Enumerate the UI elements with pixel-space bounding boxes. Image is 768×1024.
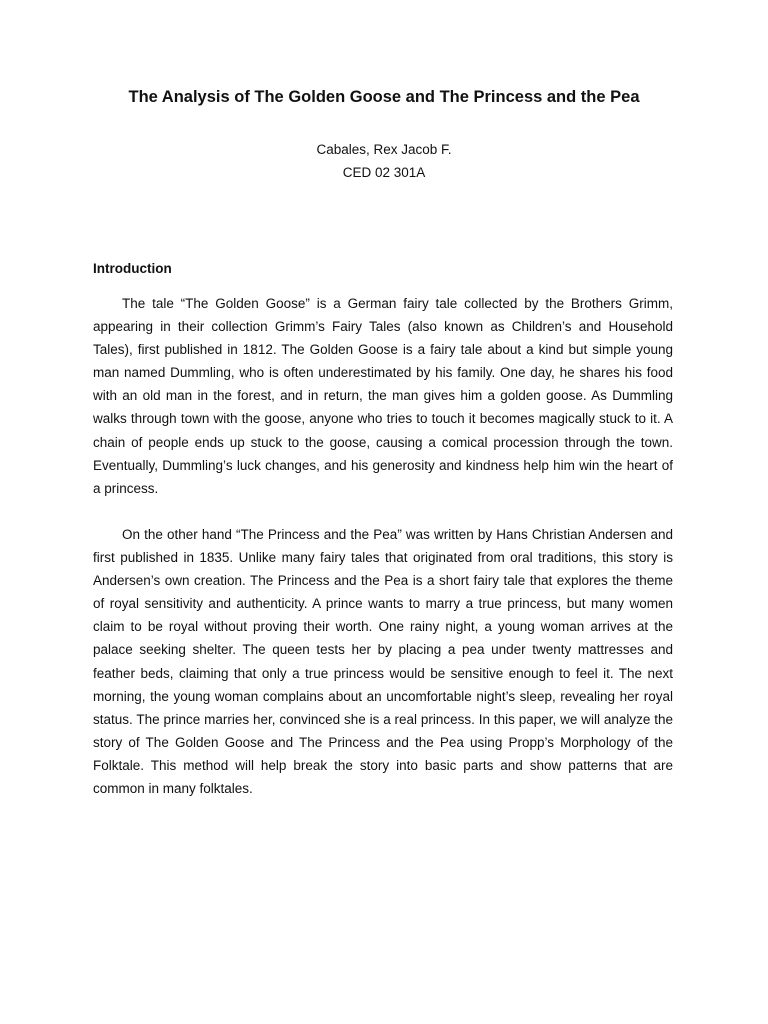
paragraph-princess-and-pea: On the other hand “The Princess and the Pea” was written by Hans Christian Andersen and first published in 1835. Unlike many fairy tales that originated from oral traditions, this story is Andersen’s own creation. The Princess and the Pea is a short fairy tale that explores the theme of royal sensitivity and authenticity. A prince wants to marry a true princess, but many women claim to be royal without proving their worth. One rainy night, a young woman arrives at the palace seeking shelter. The queen tests her by placing a pea under twenty mattresses and feather beds, claiming that only a true princess would be sensitive enough to feel it. The next morning, the young woman complains about an uncomfortable night’s sleep, revealing her royal status. The prince marries her, convinced she is a real princess. In this paper, we will analyze the story of The Golden Goose and The Princess and the Pea using Propp’s Morphology of the Folktale. This method will help break the story into basic parts and show patterns that are common in many folktales. [93, 527, 673, 797]
author-section: CED 02 301A [342, 165, 426, 180]
author-block [0, 138, 768, 184]
author-name: Cabales, Rex Jacob F. [316, 142, 452, 157]
paragraph-golden-goose: The tale “The Golden Goose” is a German fairy tale collected by the Brothers Grimm, appearing in their collection Grimm’s Fairy Tales (also known as Children’s and Household Tales), first published in 1812. The Golden Goose is a fairy tale about a kind but simple young man named Dummling, who is often underestimated by his family. One day, he shares his food with an old man in the forest, and in return, the man gives him a golden goose. As Dummling walks through town with the goose, anyone who tries to touch it becomes magically stuck to it. A chain of people ends up stuck to the goose, causing a comical procession through the town. Eventually, Dummling’s luck changes, and his generosity and kindness help him win the heart of a princess. [93, 296, 673, 496]
section-heading-introduction: Introduction [93, 261, 172, 276]
page-title: The Analysis of The Golden Goose and The Princess and the Pea [128, 88, 640, 106]
